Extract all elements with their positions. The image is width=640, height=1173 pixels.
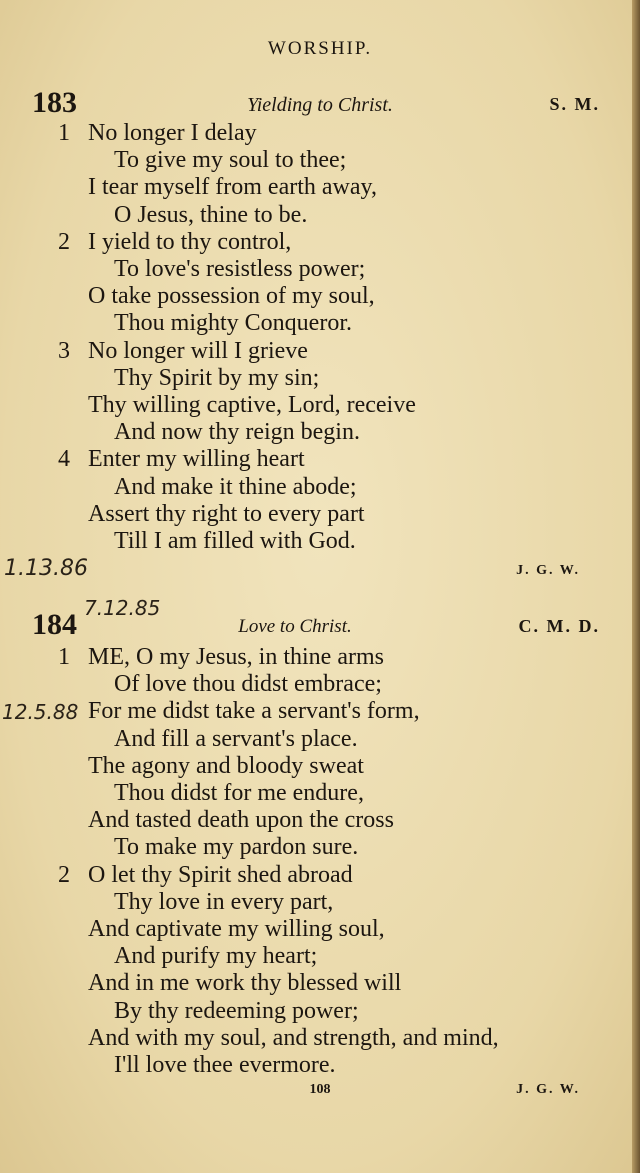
verse-line: O Jesus, thine to be. bbox=[114, 201, 308, 228]
verse-line: To give my soul to thee; bbox=[114, 147, 347, 174]
hymn-183-header bbox=[0, 88, 640, 118]
verse-line: I tear myself from earth away, bbox=[88, 174, 377, 201]
verse-line: And with my soul, and strength, and mind, bbox=[88, 1024, 499, 1051]
verse-line: And make it thine abode; bbox=[114, 473, 357, 500]
verse-number: 2 bbox=[58, 228, 70, 255]
verse-line: And tasted death upon the cross bbox=[88, 807, 394, 834]
verse-line: I'll love thee evermore. bbox=[114, 1052, 336, 1078]
hymn-title: Love to Christ. bbox=[238, 616, 352, 637]
verse-line: To make my pardon sure. bbox=[114, 834, 359, 861]
hymn-title: Yielding to Christ. bbox=[247, 94, 393, 116]
verse-line: And purify my heart; bbox=[114, 943, 318, 970]
verse-line: Enter my willing heart bbox=[88, 446, 305, 473]
verse-line: Thy Spirit by my sin; bbox=[114, 364, 320, 391]
verse-line: And now thy reign begin. bbox=[114, 419, 360, 446]
verse-line: Thou didst for me endure, bbox=[114, 780, 364, 806]
verse-line: ME, O my Jesus, in thine arms bbox=[88, 644, 384, 670]
verse-line: Till I am filled with God. bbox=[114, 528, 356, 554]
verse-number: 1 bbox=[58, 644, 70, 670]
verse-line: No longer will I grieve bbox=[88, 337, 308, 364]
verse-line: O take possession of my soul, bbox=[88, 283, 375, 310]
verse-line: Of love thou didst embrace; bbox=[114, 671, 382, 698]
verse-line: The agony and bloody sweat bbox=[88, 752, 364, 779]
handwritten-note: 1.13.86 bbox=[4, 556, 88, 581]
verse-line: And fill a servant's place. bbox=[114, 725, 358, 752]
verse-line: Thy willing captive, Lord, receive bbox=[88, 392, 416, 418]
hymn-number: 184 bbox=[32, 608, 77, 641]
hymn-meter: C. M. D. bbox=[518, 616, 600, 636]
verse-line: Thou mighty Conqueror. bbox=[114, 310, 352, 337]
verse-line: To love's resistless power; bbox=[114, 256, 366, 282]
hymn-number: 183 bbox=[32, 86, 77, 119]
verse-number: 1 bbox=[58, 120, 70, 146]
verse-number: 3 bbox=[58, 337, 70, 364]
verse-line: O let thy Spirit shed abroad bbox=[88, 861, 353, 888]
verse-line: I yield to thy control, bbox=[88, 228, 292, 255]
running-head: WORSHIP. bbox=[267, 38, 373, 59]
verse-line: No longer I delay bbox=[88, 120, 257, 146]
verse-number: 4 bbox=[58, 446, 70, 473]
verse-line: And captivate my willing soul, bbox=[88, 916, 385, 942]
hymn-meter: S. M. bbox=[549, 94, 600, 114]
verse-line: By thy redeeming power; bbox=[114, 997, 359, 1024]
verse-line: Assert thy right to every part bbox=[88, 500, 365, 527]
page-number: 108 bbox=[309, 1082, 331, 1097]
verse-line: Thy love in every part, bbox=[114, 888, 334, 915]
hymn-author: J. G. W. bbox=[516, 563, 580, 578]
handwritten-note: 12.5.88 bbox=[2, 700, 79, 724]
hymn-author: J. G. W. bbox=[516, 1082, 580, 1097]
verse-number: 2 bbox=[58, 861, 70, 888]
handwritten-note: 7.12.85 bbox=[84, 596, 161, 620]
verse-line: For me didst take a servant's form, bbox=[88, 698, 420, 725]
verse-line: And in me work thy blessed will bbox=[88, 970, 402, 997]
page-edge bbox=[632, 0, 640, 1173]
